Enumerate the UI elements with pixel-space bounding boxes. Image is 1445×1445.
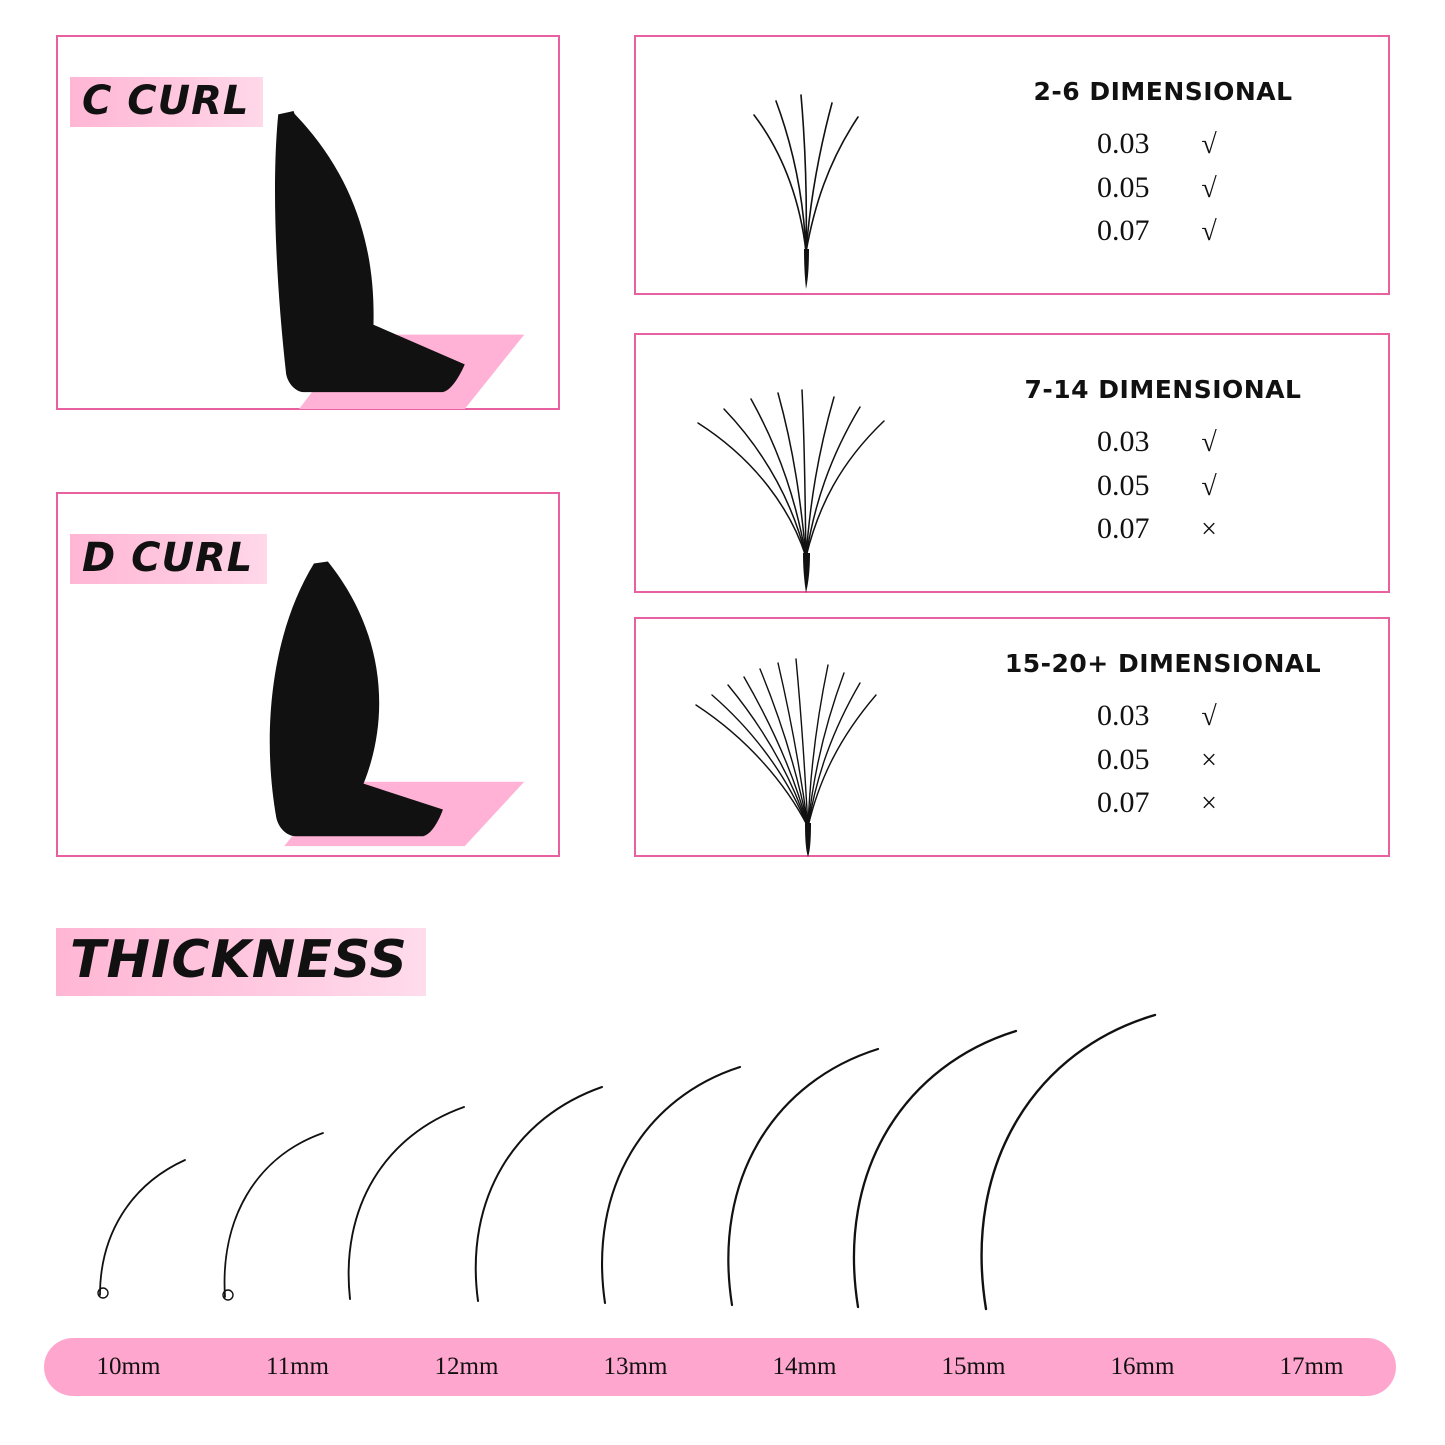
length-tick: 13mm <box>603 1353 668 1380</box>
spec-value: 0.07 <box>1097 786 1150 820</box>
length-tick: 15mm <box>941 1353 1006 1380</box>
dimensional-title: 15-20+ DIMENSIONAL <box>1004 649 1322 679</box>
spec-row <box>1097 122 1229 166</box>
lash-fan-20d-icon <box>636 619 966 855</box>
spec-value: 0.05 <box>1097 742 1150 776</box>
spec-mark: × <box>1201 744 1217 776</box>
length-tick: 12mm <box>434 1353 499 1380</box>
spec-value: 0.05 <box>1097 170 1150 204</box>
dimensional-panel-15-20 <box>634 617 1390 857</box>
dimensional-title: 2-6 DIMENSIONAL <box>1033 77 1293 107</box>
length-tick: 11mm <box>266 1353 329 1380</box>
curl-label-d: D CURL <box>70 534 267 584</box>
dimensional-panel-7-14 <box>634 333 1390 593</box>
lash-fan-14d-icon <box>636 335 966 591</box>
lash-length-curves-icon <box>40 985 1405 1325</box>
spec-mark: √ <box>1201 129 1217 161</box>
spec-value: 0.05 <box>1097 468 1150 502</box>
lash-curl-d-icon <box>58 494 558 856</box>
spec-mark: √ <box>1201 172 1217 204</box>
spec-row <box>1097 166 1229 210</box>
spec-mark: × <box>1201 514 1217 546</box>
curl-label-c: C CURL <box>70 77 263 127</box>
spec-row <box>1097 738 1229 782</box>
spec-mark: × <box>1201 788 1217 820</box>
spec-value: 0.07 <box>1097 214 1150 248</box>
spec-row <box>1097 464 1229 508</box>
dimensional-panel-2-6 <box>634 35 1390 295</box>
lash-fan-6d-icon <box>636 37 966 293</box>
spec-value: 0.03 <box>1097 699 1150 733</box>
thickness-length-bar <box>44 1338 1396 1396</box>
spec-mark: √ <box>1201 216 1217 248</box>
spec-row <box>1097 209 1229 253</box>
spec-mark: √ <box>1201 701 1217 733</box>
spec-mark: √ <box>1201 470 1217 502</box>
spec-row <box>1097 507 1229 551</box>
lash-curl-c-icon <box>58 37 558 409</box>
length-tick: 16mm <box>1110 1353 1175 1380</box>
spec-value: 0.07 <box>1097 512 1150 546</box>
length-tick: 17mm <box>1279 1353 1344 1380</box>
spec-value: 0.03 <box>1097 127 1150 161</box>
spec-value: 0.03 <box>1097 425 1150 459</box>
spec-mark: √ <box>1201 427 1217 459</box>
spec-row <box>1097 781 1229 825</box>
length-tick: 10mm <box>96 1353 161 1380</box>
dimensional-title: 7-14 DIMENSIONAL <box>1024 375 1302 405</box>
thickness-section-label: THICKNESS <box>56 928 426 996</box>
length-tick: 14mm <box>772 1353 837 1380</box>
spec-row <box>1097 694 1229 738</box>
curl-panel-d <box>56 492 560 857</box>
spec-row <box>1097 420 1229 464</box>
curl-panel-c <box>56 35 560 410</box>
